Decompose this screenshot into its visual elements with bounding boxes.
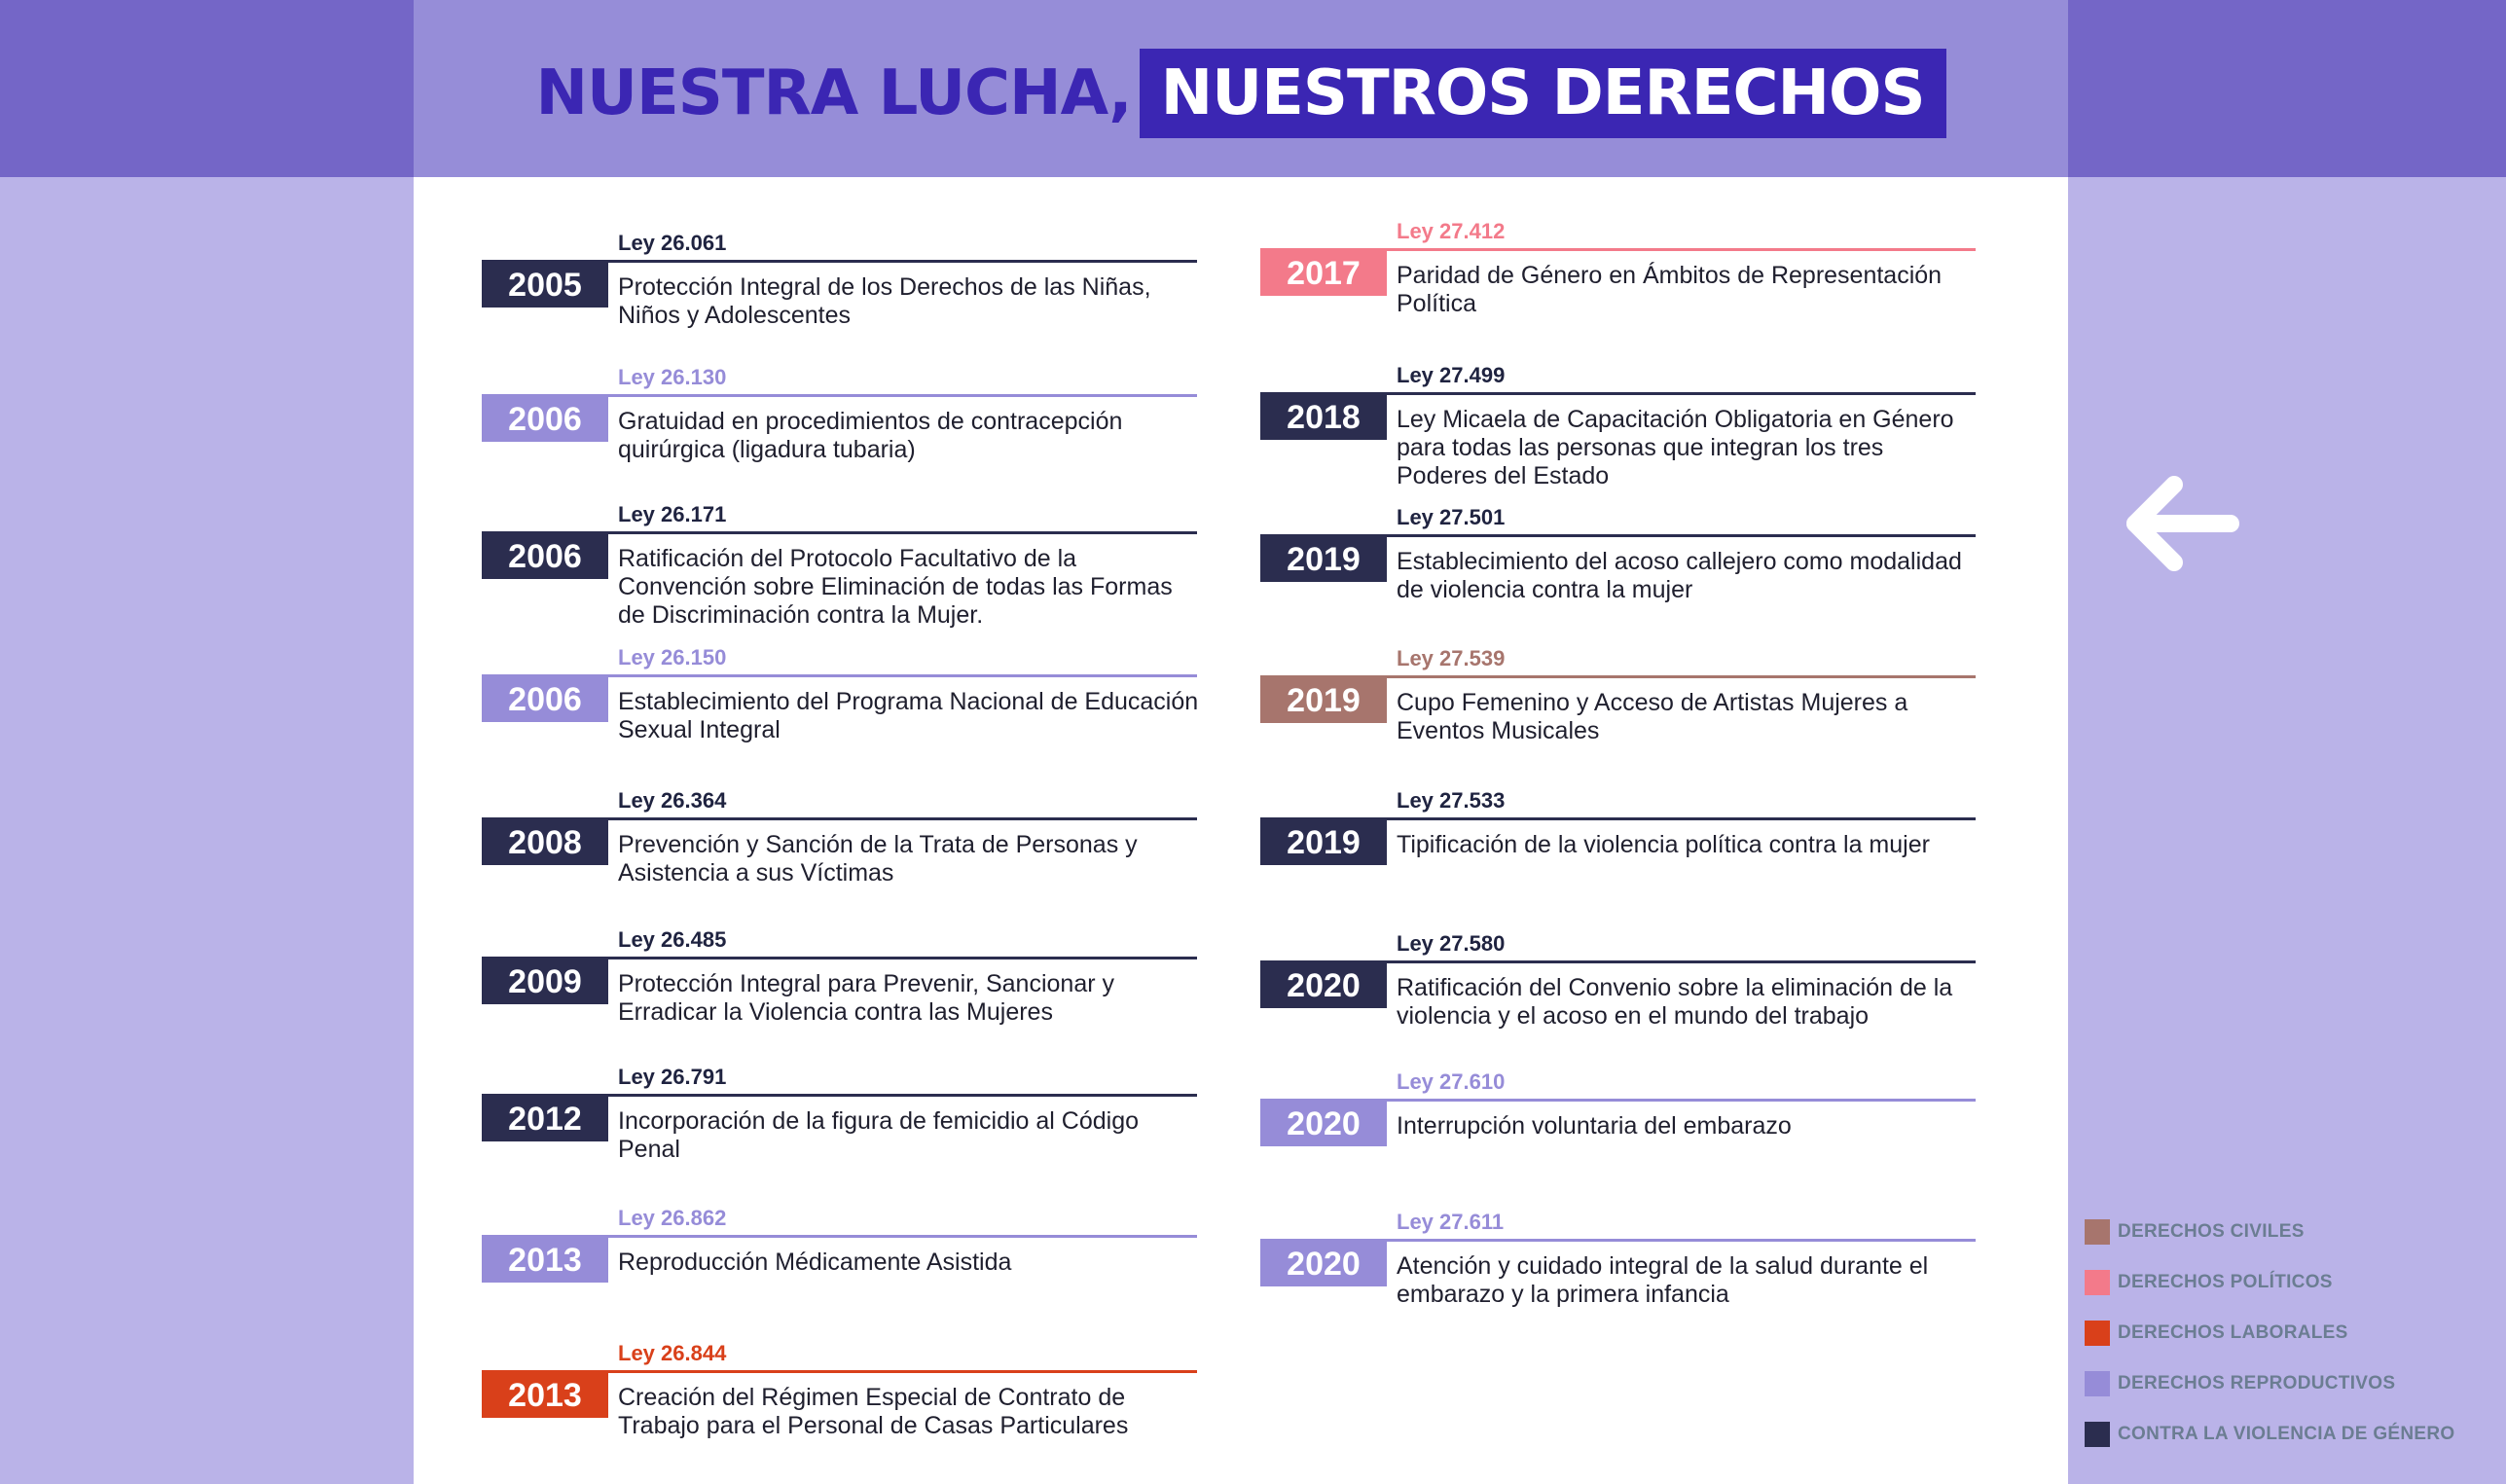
legend-swatch xyxy=(2085,1321,2110,1346)
year-badge: 2006 xyxy=(482,534,608,579)
year-badge: 2017 xyxy=(1260,251,1387,296)
law-number: Ley 27.611 xyxy=(1397,1210,1505,1234)
title-part-2: NUESTROS DERECHOS xyxy=(1140,49,1946,138)
legend-swatch xyxy=(2085,1422,2110,1447)
legend-label: DERECHOS CIVILES xyxy=(2118,1221,2305,1242)
law-description: Prevención y Sanción de la Trata de Personas y Asistencia a sus Víctimas xyxy=(618,831,1138,887)
top-right-band xyxy=(2068,0,2506,177)
law-description: Ley Micaela de Capacitación Obligatoria en Género para todas las personas que integran los tres Poderes del Estado xyxy=(1397,406,1954,489)
year-badge: 2005 xyxy=(482,263,608,308)
year-badge: 2020 xyxy=(1260,1102,1387,1146)
law-number: Ley 27.501 xyxy=(1397,505,1506,529)
law-description: Paridad de Género en Ámbitos de Representación Política xyxy=(1397,262,1943,317)
law-description: Protección Integral de los Derechos de las Niñas, Niños y Adolescentes xyxy=(618,273,1151,329)
year-badge: 2018 xyxy=(1260,395,1387,440)
law-description: Establecimiento del Programa Nacional de Educación Sexual Integral xyxy=(618,688,1199,743)
year-badge: 2006 xyxy=(482,397,608,442)
arrow-left-icon[interactable] xyxy=(2112,457,2248,594)
year-badge: 2019 xyxy=(1260,537,1387,582)
legend-item xyxy=(2085,1257,2455,1308)
law-number: Ley 27.533 xyxy=(1397,788,1506,813)
law-description: Cupo Femenino y Acceso de Artistas Mujeres a Eventos Musicales xyxy=(1397,689,1908,744)
law-number: Ley 27.539 xyxy=(1397,646,1506,670)
year-badge: 2008 xyxy=(482,820,608,865)
legend-swatch xyxy=(2085,1270,2110,1295)
law-description: Ratificación del Protocolo Facultativo de la Convención sobre Eliminación de todas las Formas de Discriminación contra la Mujer. xyxy=(618,545,1173,629)
law-number: Ley 26.844 xyxy=(618,1341,727,1365)
legend-item xyxy=(2085,1409,2455,1460)
legend-swatch xyxy=(2085,1371,2110,1396)
page-title xyxy=(414,49,2068,138)
year-badge: 2019 xyxy=(1260,678,1387,723)
law-description: Incorporación de la figura de femicidio al Código Penal xyxy=(618,1107,1140,1163)
legend-swatch xyxy=(2085,1219,2110,1245)
law-description: Protección Integral para Prevenir, Sancionar y Erradicar la Violencia contra las Mujeres xyxy=(618,970,1114,1026)
legend-label: CONTRA LA VIOLENCIA DE GÉNERO xyxy=(2118,1424,2455,1444)
law-number: Ley 27.580 xyxy=(1397,931,1506,956)
law-number: Ley 26.364 xyxy=(618,788,727,813)
legend-label: DERECHOS LABORALES xyxy=(2118,1322,2348,1343)
law-description: Atención y cuidado integral de la salud durante el embarazo y la primera infancia xyxy=(1397,1252,1929,1308)
law-description: Tipificación de la violencia política contra la mujer xyxy=(1397,831,1930,858)
year-badge: 2013 xyxy=(482,1373,608,1418)
timeline-panel xyxy=(414,177,2068,1484)
law-number: Ley 26.150 xyxy=(618,645,727,670)
law-description: Gratuidad en procedimientos de contracepción quirúrgica (ligadura tubaria) xyxy=(618,408,1123,463)
law-number: Ley 26.485 xyxy=(618,927,727,952)
year-badge: 2009 xyxy=(482,959,608,1004)
law-number: Ley 26.171 xyxy=(618,502,727,526)
law-number: Ley 26.862 xyxy=(618,1206,727,1230)
year-badge: 2012 xyxy=(482,1097,608,1141)
year-badge: 2020 xyxy=(1260,963,1387,1008)
legend-label: DERECHOS REPRODUCTIVOS xyxy=(2118,1373,2396,1394)
law-description: Creación del Régimen Especial de Contrato de Trabajo para el Personal de Casas Particulares xyxy=(618,1384,1129,1439)
law-description: Establecimiento del acoso callejero como modalidad de violencia contra la mujer xyxy=(1397,548,1962,603)
law-description: Reproducción Médicamente Asistida xyxy=(618,1249,1012,1276)
header xyxy=(414,0,2068,177)
legend xyxy=(2085,1207,2455,1460)
legend-item xyxy=(2085,1358,2455,1409)
law-number: Ley 26.061 xyxy=(618,231,727,255)
year-badge: 2020 xyxy=(1260,1242,1387,1286)
law-number: Ley 27.610 xyxy=(1397,1069,1506,1094)
title-part-1: NUESTRA LUCHA, xyxy=(535,57,1132,129)
law-number: Ley 27.499 xyxy=(1397,363,1506,387)
legend-label: DERECHOS POLÍTICOS xyxy=(2118,1272,2333,1292)
year-badge: 2013 xyxy=(482,1238,608,1283)
year-badge: 2019 xyxy=(1260,820,1387,865)
law-number: Ley 26.130 xyxy=(618,365,727,389)
law-description: Interrupción voluntaria del embarazo xyxy=(1397,1112,1792,1140)
law-description: Ratificación del Convenio sobre la eliminación de la violencia y el acoso en el mundo del trabajo xyxy=(1397,974,1953,1030)
law-number: Ley 26.791 xyxy=(618,1065,727,1089)
law-number: Ley 27.412 xyxy=(1397,219,1506,243)
legend-item xyxy=(2085,1207,2455,1257)
legend-item xyxy=(2085,1308,2455,1358)
top-left-band xyxy=(0,0,414,177)
year-badge: 2006 xyxy=(482,677,608,722)
